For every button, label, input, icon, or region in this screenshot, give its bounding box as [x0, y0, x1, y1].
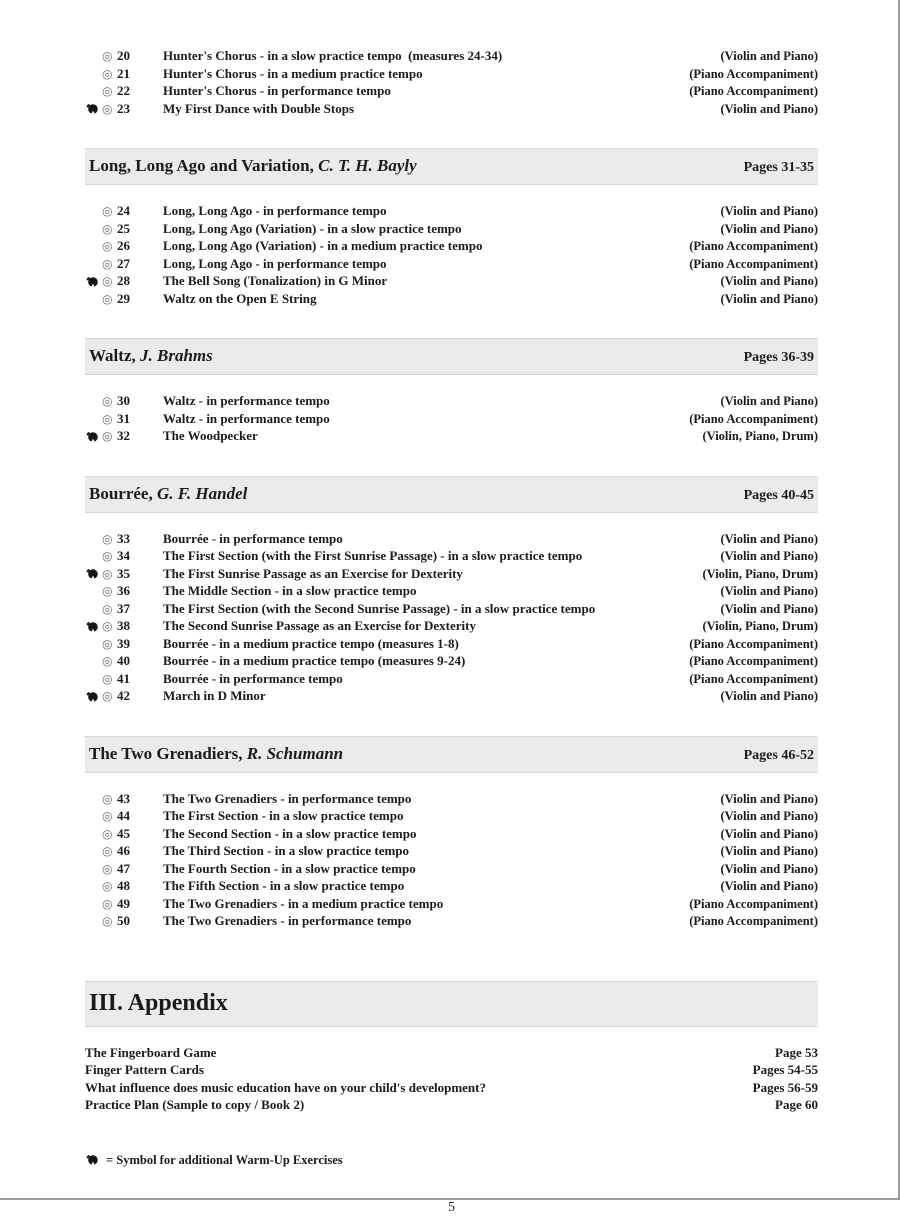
- track-title: The Two Grenadiers - in performance tempo: [163, 913, 412, 928]
- track-title: The Two Grenadiers - in performance tempo: [163, 790, 412, 806]
- track-title: The Third Section - in a slow practice tempo: [163, 843, 410, 858]
- track-scoring: (Piano Accompaniment): [689, 84, 818, 98]
- appendix-heading: III. Appendix: [89, 989, 228, 1016]
- track-row: [85, 653, 818, 671]
- warmup-bell-icon: [85, 567, 102, 581]
- cd-track-icon: ◎: [102, 256, 113, 271]
- cd-track-icon: ◎: [102, 66, 113, 81]
- track-number: 22: [117, 83, 130, 98]
- appendix-item-title: Finger Pattern Cards: [85, 1062, 204, 1077]
- track-number: 20: [117, 48, 130, 63]
- track-list: [85, 203, 818, 308]
- track-title: The Fourth Section - in a slow practice tempo: [163, 860, 416, 876]
- track-row: [85, 411, 818, 429]
- section-pages: Pages 40-45: [743, 487, 814, 503]
- track-scoring: (Piano Accompaniment): [689, 256, 818, 271]
- track-number: 42: [117, 688, 130, 703]
- cd-track-icon: ◎: [102, 601, 113, 616]
- cd-track-icon: ◎: [102, 636, 113, 651]
- cd-track-icon: ◎: [102, 826, 113, 841]
- track-number: 43: [117, 790, 130, 806]
- track-row: [85, 791, 818, 809]
- appendix-item-title: The Fingerboard Game: [85, 1044, 217, 1060]
- appendix-row: [85, 1080, 818, 1098]
- track-scoring: (Violin and Piano): [720, 549, 818, 563]
- track-number: 47: [117, 860, 130, 876]
- track-scoring: (Violin and Piano): [720, 204, 818, 218]
- track-number: 28: [117, 273, 130, 288]
- track-title: Bourrée - in a medium practice tempo (measures 9-24): [163, 653, 466, 668]
- track-number: 39: [117, 635, 130, 651]
- track-title: Long, Long Ago - in performance tempo: [163, 255, 387, 271]
- track-row: [85, 428, 818, 446]
- track-number: 41: [117, 670, 130, 686]
- track-number: 49: [117, 895, 130, 911]
- track-scoring: (Violin and Piano): [720, 601, 818, 616]
- track-row: [85, 913, 818, 931]
- cd-track-icon: ◎: [102, 619, 113, 633]
- track-number: 48: [117, 878, 130, 893]
- track-number: 21: [117, 65, 130, 81]
- track-title: Waltz on the Open E String: [163, 290, 317, 306]
- track-title: Waltz - in performance tempo: [163, 393, 330, 408]
- cd-track-icon: ◎: [102, 274, 113, 288]
- track-title: Hunter's Chorus - in a slow practice tempo (measures 24-34): [163, 48, 503, 63]
- track-scoring: (Violin and Piano): [720, 826, 818, 841]
- track-row: [85, 618, 818, 636]
- appendix-item-title: Practice Plan (Sample to copy / Book 2): [85, 1097, 305, 1112]
- track-title: The First Section (with the First Sunrise Passage) - in a slow practice tempo: [163, 548, 583, 563]
- section-composer: G. F. Handel: [156, 483, 248, 503]
- track-number: 40: [117, 653, 130, 668]
- track-row: [85, 566, 818, 584]
- section-header-band: [85, 148, 818, 185]
- appendix-item-pages: Pages 56-59: [752, 1079, 818, 1095]
- appendix-item-pages: Pages 54-55: [752, 1062, 818, 1077]
- track-scoring: (Violin and Piano): [720, 791, 818, 806]
- track-scoring: (Violin and Piano): [720, 49, 818, 63]
- track-row: [85, 878, 818, 896]
- track-title: March in D Minor: [163, 688, 266, 703]
- section-title: [89, 744, 343, 764]
- warmup-bell-icon: [85, 1153, 102, 1167]
- track-scoring: (Piano Accompaniment): [689, 239, 818, 253]
- track-title: The Two Grenadiers - in a medium practice tempo: [163, 895, 444, 911]
- track-scoring: (Violin and Piano): [720, 291, 818, 306]
- track-row: [85, 688, 818, 706]
- track-row: [85, 48, 818, 66]
- track-list: [85, 48, 818, 118]
- track-title: Bourrée - in a medium practice tempo (measures 1-8): [163, 635, 459, 651]
- section-composer: J. Brahms: [140, 346, 213, 365]
- track-number: 27: [117, 255, 130, 271]
- track-title: Hunter's Chorus - in a medium practice tempo: [163, 65, 423, 81]
- track-row: [85, 861, 818, 879]
- track-row: [85, 66, 818, 84]
- page-number: 5: [448, 1199, 455, 1215]
- section-pages: Pages 31-35: [743, 160, 814, 175]
- track-title: Bourrée - in performance tempo: [163, 530, 343, 546]
- cd-track-icon: ◎: [102, 429, 113, 443]
- track-row: [85, 83, 818, 101]
- cd-track-icon: ◎: [102, 654, 113, 668]
- track-scoring: (Violin and Piano): [720, 584, 818, 598]
- track-row: [85, 843, 818, 861]
- track-row: [85, 273, 818, 291]
- section-header-band: [85, 338, 818, 375]
- track-list: [85, 791, 818, 931]
- cd-track-icon: ◎: [102, 549, 113, 563]
- appendix-row: [85, 1062, 818, 1080]
- track-scoring: (Violin and Piano): [720, 221, 818, 236]
- track-number: 33: [117, 530, 130, 546]
- appendix-list: [85, 1045, 818, 1115]
- track-scoring: (Violin and Piano): [720, 879, 818, 893]
- warmup-bell-icon: [85, 690, 102, 704]
- appendix-row: [85, 1045, 818, 1063]
- track-title: The Second Sunrise Passage as an Exercise for Dexterity: [163, 618, 476, 633]
- section-title: [89, 346, 213, 366]
- appendix-item-title: What influence does music education have on your child's development?: [85, 1079, 486, 1095]
- track-row: [85, 636, 818, 654]
- track-title: The Bell Song (Tonalization) in G Minor: [163, 273, 388, 288]
- track-scoring: (Violin and Piano): [720, 394, 818, 408]
- cd-track-icon: ◎: [102, 809, 113, 823]
- track-row: [85, 826, 818, 844]
- track-title: Long, Long Ago (Variation) - in a medium practice tempo: [163, 238, 483, 253]
- track-row: [85, 583, 818, 601]
- track-number: 24: [117, 203, 130, 218]
- track-row: [85, 221, 818, 239]
- cd-track-icon: ◎: [102, 914, 113, 928]
- track-scoring: (Piano Accompaniment): [689, 66, 818, 81]
- section-composer: R. Schumann: [246, 743, 344, 763]
- track-number: 25: [117, 220, 130, 236]
- track-scoring: (Violin and Piano): [720, 101, 818, 116]
- track-scoring: (Piano Accompaniment): [689, 636, 818, 651]
- track-number: 36: [117, 583, 130, 598]
- track-row: [85, 393, 818, 411]
- track-number: 31: [117, 410, 130, 426]
- track-title: The Second Section - in a slow practice tempo: [163, 825, 417, 841]
- track-row: [85, 896, 818, 914]
- track-scoring: (Piano Accompaniment): [689, 654, 818, 668]
- appendix-header-band: [85, 981, 818, 1027]
- track-number: 26: [117, 238, 130, 253]
- track-scoring: (Violin, Piano, Drum): [702, 619, 818, 633]
- track-scoring: (Violin, Piano, Drum): [702, 429, 818, 443]
- track-title: The First Section (with the Second Sunrise Passage) - in a slow practice tempo: [163, 600, 596, 616]
- cd-track-icon: ◎: [102, 221, 113, 236]
- track-number: 46: [117, 843, 130, 858]
- cd-track-icon: ◎: [102, 791, 113, 806]
- track-title: The Woodpecker: [163, 428, 258, 443]
- cd-track-icon: ◎: [102, 291, 113, 306]
- cd-track-icon: ◎: [102, 689, 113, 703]
- cd-track-icon: ◎: [102, 49, 113, 63]
- section-piece-title: Long, Long Ago and Variation,: [89, 156, 319, 175]
- track-row: [85, 601, 818, 619]
- track-scoring: (Violin and Piano): [720, 861, 818, 876]
- track-number: 29: [117, 290, 130, 306]
- section-piece-title: Bourrée,: [89, 483, 157, 503]
- track-title: My First Dance with Double Stops: [163, 100, 355, 116]
- section-header-band: [85, 736, 818, 773]
- cd-track-icon: ◎: [102, 671, 113, 686]
- track-number: 37: [117, 600, 130, 616]
- cd-track-icon: ◎: [102, 844, 113, 858]
- track-title: Long, Long Ago - in performance tempo: [163, 203, 387, 218]
- section-pages: Pages 46-52: [743, 747, 814, 763]
- cd-track-icon: ◎: [102, 239, 113, 253]
- track-sections: [85, 48, 818, 931]
- cd-track-icon: ◎: [102, 204, 113, 218]
- track-row: [85, 101, 818, 119]
- track-number: 35: [117, 565, 130, 581]
- legend-text: = Symbol for additional Warm-Up Exercises: [106, 1152, 343, 1167]
- track-row: [85, 256, 818, 274]
- section-header-band: [85, 476, 818, 513]
- warmup-legend: [85, 1153, 818, 1168]
- cd-track-icon: ◎: [102, 861, 113, 876]
- track-number: 32: [117, 428, 130, 443]
- track-row: [85, 671, 818, 689]
- section-pages: Pages 36-39: [743, 350, 814, 365]
- track-number: 50: [117, 913, 130, 928]
- warmup-bell-icon: [85, 430, 102, 444]
- track-title: Waltz - in performance tempo: [163, 410, 330, 426]
- cd-track-icon: ◎: [102, 584, 113, 598]
- track-number: 45: [117, 825, 130, 841]
- cd-track-icon: ◎: [102, 84, 113, 98]
- track-number: 44: [117, 808, 130, 823]
- section-piece-title: Waltz,: [89, 346, 140, 365]
- appendix-item-pages: Page 53: [775, 1044, 818, 1060]
- appendix-row: [85, 1097, 818, 1115]
- track-number: 38: [117, 618, 130, 633]
- track-number: 30: [117, 393, 130, 408]
- section-title: [89, 484, 247, 504]
- track-row: [85, 808, 818, 826]
- cd-track-icon: ◎: [102, 896, 113, 911]
- track-list: [85, 393, 818, 446]
- track-scoring: (Violin and Piano): [720, 809, 818, 823]
- section-composer: C. T. H. Bayly: [318, 156, 417, 175]
- track-scoring: (Piano Accompaniment): [689, 914, 818, 928]
- track-title: The Fifth Section - in a slow practice tempo: [163, 878, 405, 893]
- track-scoring: (Piano Accompaniment): [689, 896, 818, 911]
- track-row: [85, 531, 818, 549]
- track-scoring: (Violin and Piano): [720, 531, 818, 546]
- cd-track-icon: ◎: [102, 101, 113, 116]
- appendix-item-pages: Page 60: [775, 1097, 818, 1112]
- track-scoring: (Violin and Piano): [720, 689, 818, 703]
- cd-track-icon: ◎: [102, 879, 113, 893]
- track-title: The First Section - in a slow practice tempo: [163, 808, 404, 823]
- track-row: [85, 203, 818, 221]
- cd-track-icon: ◎: [102, 566, 113, 581]
- track-number: 34: [117, 548, 130, 563]
- track-title: The Middle Section - in a slow practice tempo: [163, 583, 417, 598]
- track-number: 23: [117, 100, 130, 116]
- track-title: Hunter's Chorus - in performance tempo: [163, 83, 391, 98]
- track-scoring: (Violin, Piano, Drum): [702, 566, 818, 581]
- track-scoring: (Piano Accompaniment): [689, 671, 818, 686]
- cd-track-icon: ◎: [102, 531, 113, 546]
- track-row: [85, 291, 818, 309]
- track-title: Bourrée - in performance tempo: [163, 670, 343, 686]
- warmup-bell-icon: [85, 102, 102, 116]
- track-title: Long, Long Ago (Variation) - in a slow practice tempo: [163, 220, 462, 236]
- cd-track-icon: ◎: [102, 394, 113, 408]
- warmup-bell-icon: [85, 620, 102, 634]
- section-piece-title: The Two Grenadiers,: [89, 743, 247, 763]
- track-scoring: (Violin and Piano): [720, 274, 818, 288]
- track-title: The First Sunrise Passage as an Exercise for Dexterity: [163, 565, 463, 581]
- track-list: [85, 531, 818, 706]
- cd-track-icon: ◎: [102, 411, 113, 426]
- track-row: [85, 548, 818, 566]
- track-row: [85, 238, 818, 256]
- track-scoring: (Violin and Piano): [720, 844, 818, 858]
- warmup-bell-icon: [85, 275, 102, 289]
- section-title: [89, 156, 417, 176]
- track-scoring: (Piano Accompaniment): [689, 411, 818, 426]
